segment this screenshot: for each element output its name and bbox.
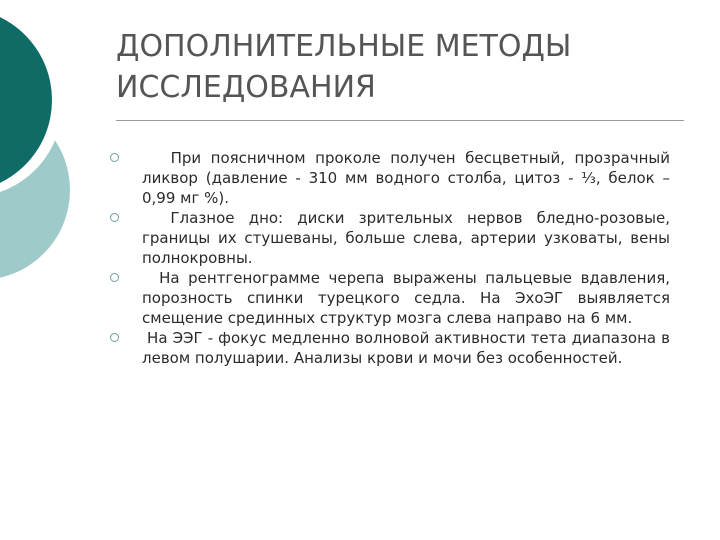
corner-decoration [0, 0, 80, 300]
slide-title [116, 26, 696, 108]
circle-bullet-icon [110, 333, 119, 342]
circle-bullet-icon [110, 273, 119, 282]
list-item-text: На рентгенограмме черепа выражены пальцевые вдавления, порозность спинки турецкого седла. На ЭхоЭГ выявляется смещение срединных структур мозга слева направо на 6 мм. [142, 269, 675, 327]
slide-title-line2: ИССЛЕДОВАНИЯ [116, 70, 376, 105]
slide-title-line1: ДОПОЛНИТЕЛЬНЫЕ МЕТОДЫ [116, 29, 572, 64]
title-divider [116, 120, 684, 121]
list-item-text: На ЭЭГ - фокус медленно волновой активности тета диапазона в левом полушарии. Анализы крови и мочи без особенностей. [142, 329, 675, 367]
list-item-text: Глазное дно: диски зрительных нервов бледно-розовые, границы их стушеваны, больше слева, артерии узковаты, вены полнокровны. [142, 209, 675, 267]
circle-bullet-icon [110, 213, 119, 222]
list-item [110, 148, 675, 208]
list-item [110, 268, 675, 328]
list-item [110, 328, 675, 368]
list-item [110, 208, 675, 268]
list-item-text: При поясничном проколе получен бесцветный, прозрачный ликвор (давление - 310 мм водного столба, цитоз - ⅓, белок – 0,99 мг %). [142, 149, 675, 207]
findings-list [110, 148, 675, 368]
circle-bullet-icon [110, 153, 119, 162]
